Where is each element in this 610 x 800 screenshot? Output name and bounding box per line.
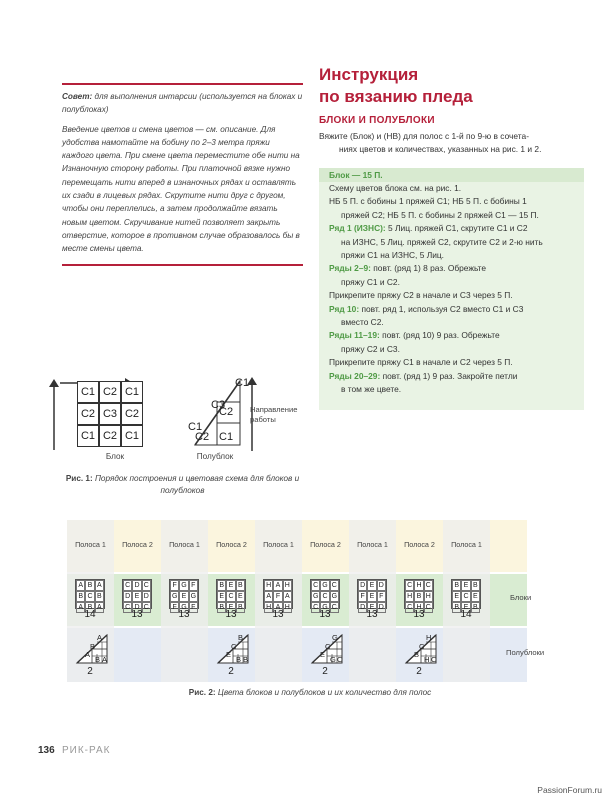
stripe-label: Полоса 1: [169, 540, 200, 549]
fig2-block-cell: D: [377, 580, 386, 591]
block-cell: C1: [121, 425, 143, 447]
fig2-block-cell: C: [226, 591, 235, 602]
fig2-block-cell: C: [330, 602, 339, 613]
fig2-block-cell: C: [123, 580, 132, 591]
fig2-half-letter: A: [97, 633, 103, 642]
fig2-block-cell: D: [123, 591, 132, 602]
fig2-half-letter: A: [102, 655, 108, 664]
fig2-block-cell: A: [76, 580, 85, 591]
fig2-caption: [120, 688, 500, 697]
fig2-block-cell: A: [283, 591, 292, 602]
panel-line-text: на ИЗНС, 5 Лиц. пряжей С2, скрутите С2 и 2-ю нить: [341, 236, 543, 247]
fig2-block-cell: F: [170, 580, 179, 591]
panel-line-text: Прикрепите пряжу С1 в начале и С2 через 5 П.: [329, 357, 513, 368]
fig2-block-cell: F: [189, 602, 198, 613]
fig2-half-letter: A: [85, 650, 91, 659]
fig2-block-cell: E: [367, 580, 376, 591]
fig2-block-cell: E: [452, 591, 461, 602]
panel-line-text: вместо С2.: [341, 317, 384, 327]
fig2-block-cell: F: [273, 591, 282, 602]
fig2-block: [310, 579, 340, 609]
fig2-half-count: 2: [322, 666, 328, 677]
fig2-half-letter: B: [236, 655, 242, 664]
tip-intro-text: для выполнения интарсии (используется на блоках и полублоках): [62, 92, 303, 115]
fig2-block-cell: E: [217, 591, 226, 602]
fig2-half-letter: C: [325, 642, 331, 651]
fig2-block-cell: A: [76, 602, 85, 613]
fig2-block-cell: G: [190, 593, 197, 600]
fig2-block-count: 14: [84, 609, 96, 620]
fig2-block-cell: E: [367, 602, 376, 613]
fig2-block-cell: H: [283, 580, 292, 591]
block-cell: C3: [99, 403, 121, 425]
page-number: 136: [38, 745, 55, 756]
panel-line: [329, 329, 581, 342]
half-c1-bottom: C1: [219, 431, 234, 443]
fig2-block-count: 13: [178, 609, 190, 620]
panel-line: [341, 316, 581, 329]
fig2-block-cell: C: [424, 602, 433, 613]
intro-line1: Вяжите (Блок) и (НВ) для полос с 1-й по 9-ю в сочета-: [319, 131, 529, 141]
fig2-block-cell: C: [123, 602, 132, 613]
panel-line-text: в том же цвете.: [341, 384, 402, 394]
fig2-block: [75, 579, 105, 609]
fig2-block-cell: B: [85, 580, 94, 591]
fig2-block-cell: C: [461, 591, 470, 602]
fig2-block-cell: E: [461, 602, 470, 613]
fig2-block-cell: E: [471, 591, 480, 602]
fig2-block-cell: E: [367, 591, 376, 602]
panel-line: [329, 303, 581, 316]
fig2-block-cell: B: [471, 580, 480, 591]
stripe-label: Полоса 1: [451, 540, 482, 549]
fig2-half-letter: G: [332, 633, 338, 642]
fig2-block-cell: A: [273, 580, 282, 591]
magazine-name: РИК-РАК: [62, 745, 111, 756]
fig2-block: [169, 579, 199, 609]
half-c2-mid: C2: [219, 406, 234, 418]
tip-intro: [62, 90, 303, 117]
stripe-label: Полоса 2: [404, 540, 435, 549]
block-cell: C1: [121, 381, 143, 403]
fig2-block-cell: C: [424, 580, 433, 591]
tip-body: Введение цветов и смена цветов — см. описание. Для удобства намотайте на бобину по 2–3 метра пряжи каждого цвета. При смене цвета переместите обе нити на Изнаночную сторону работы. При платочной вязке нужно перемещать нити вперед в изнаночных рядах и оставлять их сзади в лицевых рядах. Скрутите нити друг с другом, чтобы они переплелись, а затем продолжайте вязать новым цветом. Скручивание нитей позволяет закрыть отверстие, которое в противном случае образовалось бы в месте смены цвета.: [62, 124, 300, 254]
tip-top-rule: [62, 83, 303, 85]
fig2-block-cell: G: [181, 604, 187, 611]
block-cell: C2: [77, 403, 99, 425]
fig2-row-blocks-label: Блоки: [510, 593, 532, 602]
row-label: Ряд 1 (ИЗНС):: [329, 223, 386, 234]
fig2-half-letter: B: [90, 642, 96, 651]
panel-line: [329, 222, 581, 235]
fig2-block-cell: B: [452, 602, 461, 613]
fig2-block-cell: B: [85, 602, 94, 613]
panel-line-text: Прикрепите пряжу С2 в начале и С3 через 5 П.: [329, 290, 513, 301]
fig2-block-cell: G: [171, 593, 178, 600]
fig2-block-cell: D: [377, 602, 386, 613]
row-label: Ряды 11–19:: [329, 330, 380, 341]
panel-head-text: Блок — 15 П.: [329, 170, 383, 180]
fig2-half-count: 2: [228, 666, 234, 677]
panel-line: [329, 182, 581, 195]
fig2-block-cell: H: [405, 591, 414, 602]
fig2-block-cell: C: [405, 580, 414, 591]
panel-line: [329, 356, 581, 369]
fig2-block-cell: E: [179, 591, 188, 602]
fig2-block-cell: H: [414, 580, 423, 591]
panel-line: [329, 370, 581, 383]
fig2-block-cell: G: [312, 593, 319, 600]
fig2-half-letter: G: [330, 655, 336, 664]
fig2-half-letter: C: [231, 642, 237, 651]
fig2-half-letter: B: [95, 655, 101, 664]
fig2-block-count: 13: [366, 609, 378, 620]
panel-line: [341, 209, 581, 222]
fig2-block-cell: C: [311, 602, 320, 613]
fig1-caption-text: Порядок построения и цветовая схема для блоков и полублоков: [95, 474, 300, 495]
fig2-block-cell: D: [142, 591, 151, 602]
fig2-block-cell: H: [283, 602, 292, 613]
fig2-block-cell: C: [85, 591, 94, 602]
fig2-block-cell: D: [132, 602, 141, 613]
fig2-half-count: 2: [87, 666, 93, 677]
fig2-block-cell: C: [320, 591, 329, 602]
fig2-block-cell: G: [322, 582, 328, 589]
fig2-block-cell: B: [217, 602, 226, 613]
fig2-block-cell: B: [414, 591, 423, 602]
fig2-block-cell: E: [461, 580, 470, 591]
fig1-caption: [62, 473, 303, 497]
panel-line-text: повт. ряд 1, используя С2 вместо С1 и С3: [359, 303, 524, 314]
fig2-half-letter: C: [337, 655, 343, 664]
panel-line: [341, 249, 581, 262]
fig2-block-cell: B: [76, 591, 85, 602]
stripe-label: Полоса 1: [263, 540, 294, 549]
fig2-block-cell: B: [452, 580, 461, 591]
half-c1-top: C1: [235, 377, 250, 389]
panel-line: [341, 383, 581, 396]
fig2-half-letter: C: [419, 642, 425, 651]
fig2-block-cell: D: [132, 580, 141, 591]
half-c3: C3: [211, 399, 226, 411]
stripe-label: Полоса 2: [216, 540, 247, 549]
stripe-label: Полоса 2: [122, 540, 153, 549]
block-cell: C2: [121, 403, 143, 425]
tip-bottom-rule: [62, 264, 303, 266]
panel-line: [341, 276, 581, 289]
fig2-half-letter: B: [414, 650, 420, 659]
fig2-block-count: 14: [460, 609, 472, 620]
fig2-block-count: 13: [413, 609, 425, 620]
half-c2-bottom: C2: [195, 431, 210, 443]
fig2-block-cell: H: [264, 580, 273, 591]
half-c1-left: C1: [188, 421, 203, 433]
tip-label: Совет:: [62, 92, 93, 101]
fig2-block-cell: H: [424, 591, 433, 602]
fig2-block-count: 13: [131, 609, 143, 620]
section-heading: БЛОКИ И ПОЛУБЛОКИ: [319, 115, 435, 126]
panel-line-text: повт. (ряд 1) 8 раз. Обрежьте: [370, 263, 487, 274]
fig2-block-cell: F: [170, 602, 179, 613]
fig2-block-cell: E: [132, 591, 141, 602]
fig1-half-label: Полублок: [196, 452, 234, 461]
fig1-direction-label: Направление работы: [250, 405, 298, 424]
fig2-block-cell: A: [95, 580, 104, 591]
fig2-block-cell: C: [142, 602, 151, 613]
panel-line-text: пряжу С2 и С3.: [341, 343, 400, 354]
panel-line-text: пряжи С1 на ИЗНС, 5 Лиц.: [341, 250, 444, 260]
block-cell: C2: [99, 381, 121, 403]
panel-line: [341, 236, 581, 249]
fig2-block-count: 13: [225, 609, 237, 620]
fig2-block-cell: E: [226, 602, 235, 613]
fig2-block-cell: A: [264, 591, 273, 602]
stripe-label: Полоса 2: [310, 540, 341, 549]
fig2-block-cell: F: [358, 591, 367, 602]
fig2-half-letter: E: [320, 650, 326, 659]
fig2-block-cell: C: [330, 580, 339, 591]
fig2-block-count: 13: [319, 609, 331, 620]
stripe-label: Полоса 1: [75, 540, 106, 549]
fig2-block-cell: G: [331, 593, 338, 600]
fig2-half-letter: C: [431, 655, 437, 664]
panel-line: [341, 343, 581, 356]
fig2-block-cell: F: [377, 591, 386, 602]
fig2-block-cell: B: [95, 591, 104, 602]
panel-line-text: пряжей С2; НБ 5 П. с бобины 2 пряжей С1 — 15 П.: [341, 209, 539, 220]
page-title: [319, 64, 579, 108]
intro-line2: ниях цветов и количествах, указанных на рис. 1 и 2.: [339, 143, 542, 154]
stripe-label: Полоса 1: [357, 540, 388, 549]
watermark: PassionForum.ru: [537, 785, 602, 795]
fig2-half-count: 2: [416, 666, 422, 677]
fig2-block-cell: A: [95, 602, 104, 613]
fig1-caption-num: Рис. 1:: [65, 474, 93, 483]
fig2-block-cell: G: [322, 604, 328, 611]
fig1-block-label: Блок: [105, 452, 125, 461]
fig2-block-cell: A: [273, 602, 282, 613]
title-line2: по вязанию пледа: [319, 87, 473, 106]
fig2-half-letter: H: [426, 633, 432, 642]
fig2-block-cell: C: [142, 580, 151, 591]
fig2-block-cell: H: [264, 602, 273, 613]
panel-line-text: Схему цветов блока см. на рис. 1.: [329, 183, 462, 193]
fig2-block-cell: C: [405, 602, 414, 613]
panel-line: [329, 262, 581, 275]
fig2-block-count: 13: [272, 609, 284, 620]
block-cell: C1: [77, 425, 99, 447]
panel-line-text: 5 Лиц. пряжей С1, скрутите С1 и С2: [385, 223, 528, 234]
title-line1: Инструкция: [319, 65, 419, 84]
panel-line-text: повт. (ряд 10) 9 раз. Обрежьте: [379, 330, 500, 341]
panel-line: [329, 289, 581, 302]
fig2-block: [357, 579, 387, 609]
fig2-block-cell: H: [414, 602, 423, 613]
fig2-block-cell: G: [181, 582, 187, 589]
fig2-block-cell: C: [311, 580, 320, 591]
fig2-block: [216, 579, 246, 609]
fig2-half-letter: E: [226, 650, 232, 659]
panel-line-text: повт. (ряд 1) 9 раз. Закройте петли: [380, 370, 518, 381]
fig2-half-letter: H: [424, 655, 430, 664]
section-intro: [319, 130, 584, 155]
fig2-caption-text: Цвета блоков и полублоков и их количество для полос: [217, 688, 432, 697]
fig2-block: [122, 579, 152, 609]
fig2-block-cell: D: [358, 602, 367, 613]
tip-box: [62, 90, 303, 262]
fig2-block-cell: B: [217, 580, 226, 591]
fig2-block-cell: B: [236, 580, 245, 591]
fig2-half-letter: B: [243, 655, 249, 664]
row-label: Ряды 20–29:: [329, 370, 381, 381]
fig2-block: [404, 579, 434, 609]
fig2-block-cell: F: [189, 580, 198, 591]
panel-line-text: пряжу С1 и С2.: [341, 276, 400, 287]
fig2-block-cell: B: [471, 602, 480, 613]
fig2-block-cell: D: [358, 580, 367, 591]
fig2-block: [263, 579, 293, 609]
fig2-block-cell: E: [236, 591, 245, 602]
fig2-block-cell: B: [236, 602, 245, 613]
fig2-block-cell: E: [226, 580, 235, 591]
fig2-half-letter: B: [238, 633, 244, 642]
panel-line-text: НБ 5 П. с бобины 1 пряжей С1; НБ 5 П. с бобины 1: [329, 196, 527, 207]
fig2-row-halves-label: Полублоки: [506, 648, 545, 657]
row-label: Ряд 10:: [329, 303, 360, 314]
block-cell: C2: [99, 425, 121, 447]
panel-line: [329, 195, 581, 208]
block-cell: C1: [77, 381, 99, 403]
fig2-block: [451, 579, 481, 609]
fig2-caption-num: Рис. 2:: [188, 688, 216, 697]
fig1-up-arrow-head: [49, 379, 59, 387]
row-label: Ряды 2–9:: [329, 263, 371, 274]
